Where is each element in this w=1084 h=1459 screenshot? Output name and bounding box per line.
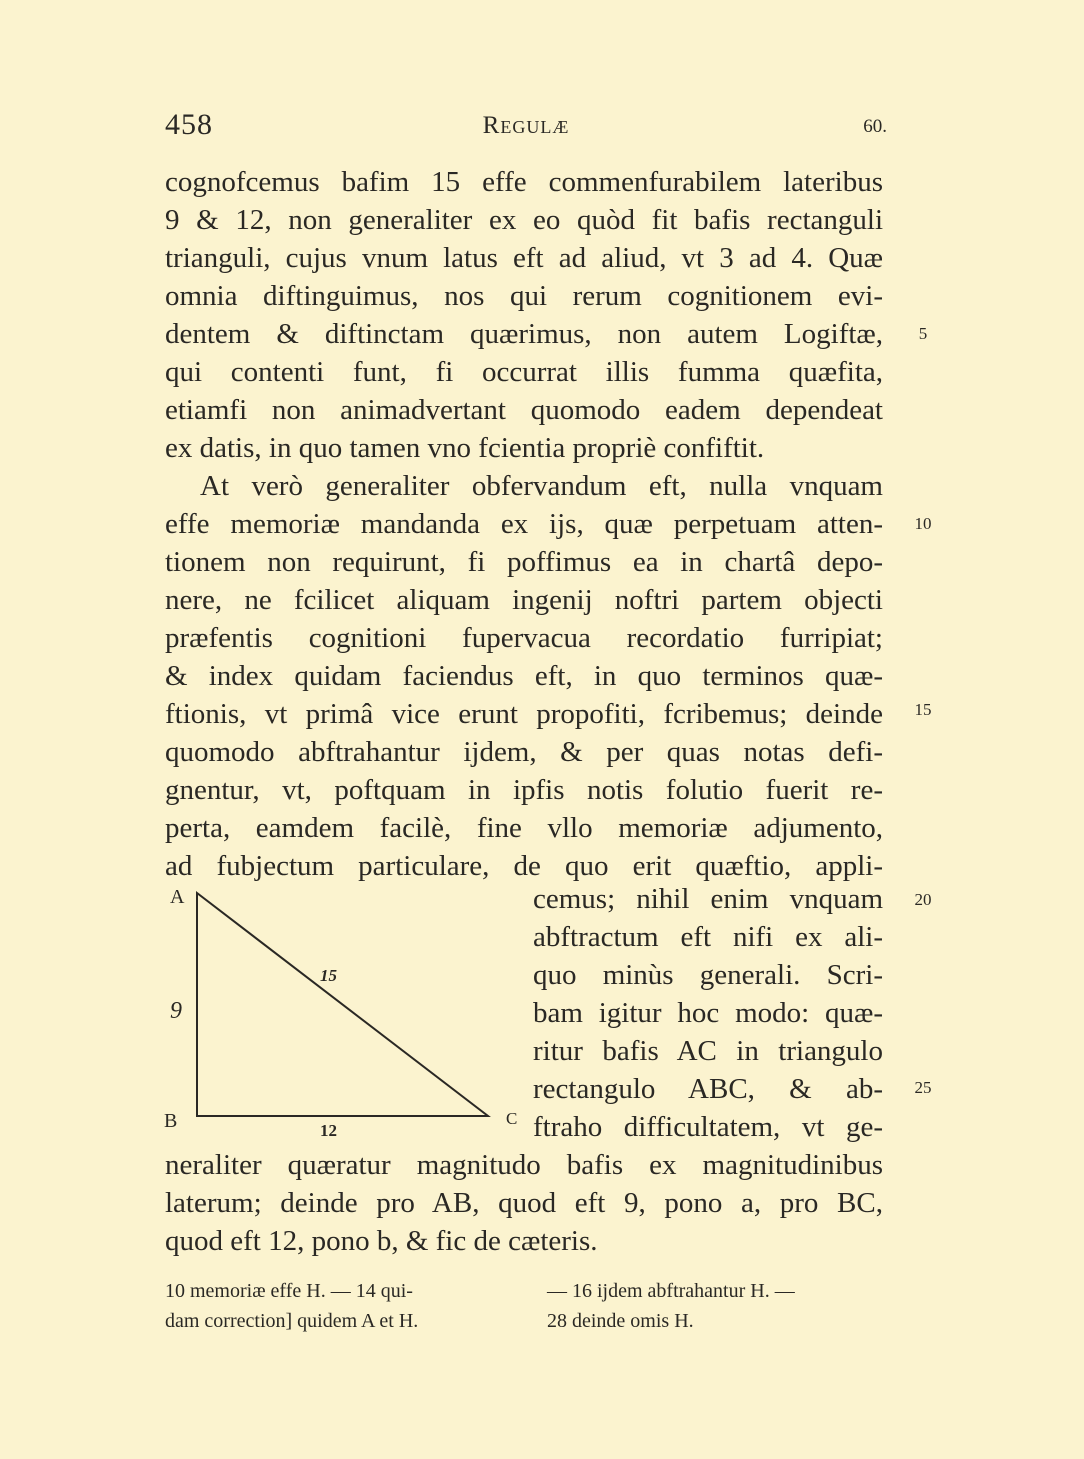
text-line: trianguli, cujus vnum latus eft ad aliud, vt 3 ad 4. Quæ <box>165 242 883 274</box>
text-line: At verò generaliter obfervandum eft, nulla vnquam <box>200 470 883 502</box>
page-number: 458 <box>165 108 213 141</box>
text-line: effe memoriæ mandanda ex ijs, quæ perpetuam atten- <box>165 508 883 540</box>
line-number: 20 <box>914 890 932 909</box>
line-number: 10 <box>914 514 932 533</box>
text-line: tionem non requirunt, fi poffimus ea in chartâ depo- <box>165 546 883 578</box>
vertex-a-label: A <box>170 886 185 908</box>
footnote-line: 10 memoriæ effe H. — 14 qui- <box>165 1280 413 1302</box>
text-line: ftraho difficultatem, vt ge- <box>533 1111 883 1143</box>
side-ac-label: 15 <box>320 966 337 985</box>
footnote-line: — 16 ijdem abftrahantur H. — <box>547 1280 795 1302</box>
footnote-line: 28 deinde omis H. <box>547 1310 694 1332</box>
text-line: omnia diftinguimus, nos qui rerum cognitionem evi- <box>165 280 883 312</box>
page-header <box>165 108 887 148</box>
side-ab-label: 9 <box>170 998 182 1024</box>
text-line: 9 & 12, non generaliter ex eo quòd fit bafis rectanguli <box>165 204 883 236</box>
text-line: & index quidam faciendus eft, in quo terminos quæ- <box>165 660 883 692</box>
text-line: rectangulo ABC, & ab- <box>533 1073 883 1105</box>
text-line: quo minùs generali. Scri- <box>533 959 883 991</box>
text-line: qui contenti funt, fi occurrat illis fumma quæfita, <box>165 356 883 388</box>
text-line: nere, ne fcilicet aliquam ingenij noftri partem objecti <box>165 584 883 616</box>
text-line: ritur bafis AC in triangulo <box>533 1035 883 1067</box>
line-number: 25 <box>914 1078 932 1097</box>
running-title: Regulæ <box>482 112 570 139</box>
text-line: dentem & diftinctam quærimus, non autem Logiftæ, <box>165 318 883 350</box>
section-number: 60. <box>863 116 887 137</box>
text-line: præfentis cognitioni fupervacua recordatio furripiat; <box>165 622 883 654</box>
text-line: abftractum eft nifi ex ali- <box>533 921 883 953</box>
line-number: 15 <box>914 700 932 719</box>
triangle-figure <box>160 878 525 1148</box>
side-bc-label: 12 <box>320 1121 337 1140</box>
vertex-b-label: B <box>164 1110 178 1132</box>
text-line: cognofcemus bafim 15 effe commenfurabilem lateribus <box>165 166 883 198</box>
text-line: neraliter quæratur magnitudo bafis ex magnitudinibus <box>165 1149 883 1181</box>
footnotes-right <box>547 1276 887 1336</box>
text-line: bam igitur hoc modo: quæ- <box>533 997 883 1029</box>
text-line: ftionis, vt primâ vice erunt propofiti, fcribemus; deinde <box>165 698 883 730</box>
triangle-diagram <box>160 878 525 1148</box>
text-line: quomodo abftrahantur ijdem, & per quas notas defi- <box>165 736 883 768</box>
text-line: laterum; deinde pro AB, quod eft 9, pono a, pro BC, <box>165 1187 883 1219</box>
text-line: ad fubjectum particulare, de quo erit quæftio, appli- <box>165 850 883 882</box>
text-line: perta, eamdem facilè, fine vllo memoriæ adjumento, <box>165 812 883 844</box>
footnotes-left <box>165 1276 505 1336</box>
text-line: ex datis, in quo tamen vno fcientia propriè confiftit. <box>165 432 765 464</box>
text-line: quod eft 12, pono b, & fic de cæteris. <box>165 1225 598 1257</box>
right-triangle <box>197 893 488 1116</box>
text-line: gnentur, vt, poftquam in ipfis notis folutio fuerit re- <box>165 774 883 806</box>
line-number: 5 <box>918 324 928 343</box>
text-line: cemus; nihil enim vnquam <box>533 883 883 915</box>
footnote-line: dam correction] quidem A et H. <box>165 1310 419 1332</box>
text-line: etiamfi non animadvertant quomodo eadem dependeat <box>165 394 883 426</box>
vertex-c-label: C <box>506 1109 518 1128</box>
